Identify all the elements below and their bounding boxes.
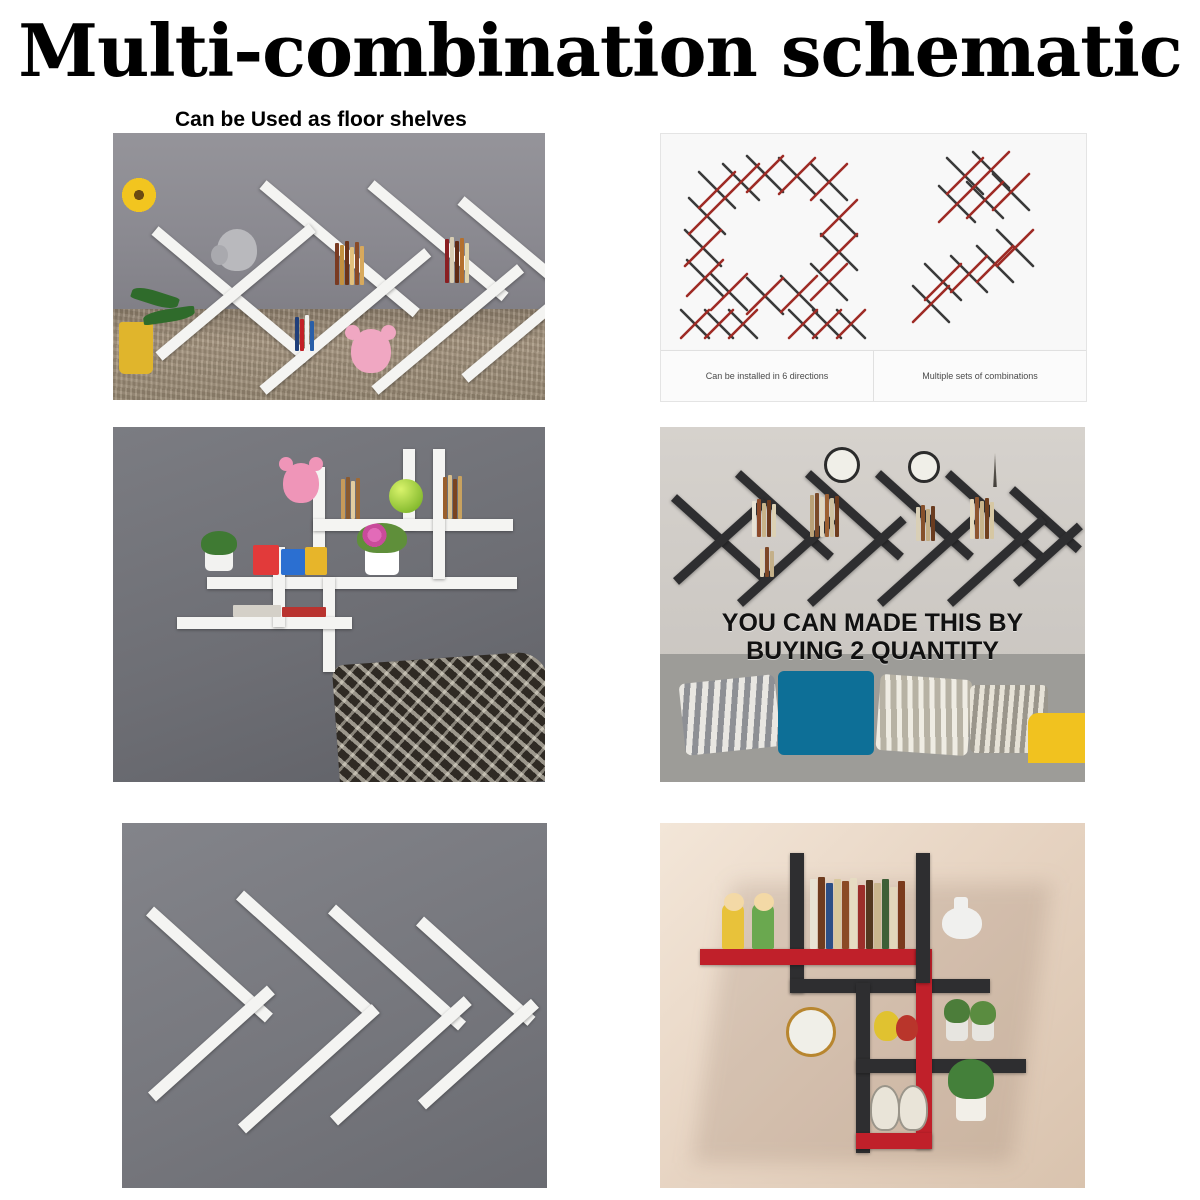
pink-bear-ear xyxy=(309,457,323,471)
pink-bear-ear xyxy=(345,325,360,340)
book-stack xyxy=(760,547,774,577)
diagram-caption-row xyxy=(661,350,1086,401)
diagram-caption-left: Can be installed in 6 directions xyxy=(705,371,829,381)
red-black-shelf-photo xyxy=(660,823,1085,1188)
elephant-plush-ear xyxy=(211,245,228,265)
book-stack xyxy=(341,477,360,519)
shelf-slat xyxy=(916,853,930,983)
book-stack xyxy=(810,493,839,537)
patterned-sofa xyxy=(332,651,545,782)
book-stack xyxy=(970,497,994,539)
book-stack xyxy=(335,241,364,285)
shelf-slat-red xyxy=(700,949,930,965)
plant-leaves xyxy=(944,999,970,1023)
page-subtitle: Can be Used as floor shelves xyxy=(175,108,467,131)
magazine xyxy=(233,603,326,617)
flower-pot xyxy=(119,322,153,374)
leaf-ornament xyxy=(870,1085,900,1131)
white-wall-shelf-photo xyxy=(113,427,545,782)
page-title: Multi-combination schematic xyxy=(18,8,1182,93)
overlay-text xyxy=(660,609,1085,665)
alarm-clock xyxy=(786,1007,836,1057)
flower-bouquet xyxy=(357,523,407,553)
blue-pillow xyxy=(778,671,874,755)
striped-pillow xyxy=(875,674,972,756)
plain-white-lattice-shelf-photo xyxy=(122,823,547,1188)
book-stack xyxy=(752,499,776,537)
book-stack xyxy=(443,475,462,519)
sunflower xyxy=(119,175,159,215)
plant-leaves xyxy=(970,1001,996,1025)
book-stack xyxy=(295,315,314,351)
wall-background xyxy=(122,823,547,1188)
white-vase xyxy=(942,907,982,939)
doll-head xyxy=(724,893,744,911)
green-ball-decor xyxy=(389,479,423,513)
striped-pillow xyxy=(678,674,781,756)
gift-box xyxy=(281,549,305,575)
dark-wall-shelf-photo xyxy=(660,427,1085,782)
book-stack xyxy=(916,505,935,541)
diagram-caption-right: Multiple sets of combinations xyxy=(873,351,1086,401)
book-stack xyxy=(810,877,905,949)
plant-leaves xyxy=(201,531,237,555)
shelf-slat xyxy=(313,519,513,531)
shelf-slat-red xyxy=(856,1133,932,1149)
overlay-text-line1: YOU CAN MADE THIS BY xyxy=(721,609,1024,637)
shelf-slat xyxy=(177,617,352,629)
overlay-text-line2: BUYING 2 QUANTITY xyxy=(746,637,999,665)
shelf-slat xyxy=(207,577,517,589)
desk-clock xyxy=(908,451,940,483)
gift-box xyxy=(305,547,327,575)
installation-diagram-panel xyxy=(660,133,1087,402)
shelf-slat xyxy=(790,979,990,993)
diagram-svg xyxy=(661,134,1086,349)
shelf-slat xyxy=(856,1059,1026,1073)
book-stack xyxy=(445,237,469,283)
vase-lid xyxy=(954,897,968,911)
gift-box xyxy=(253,545,279,575)
diagram-canvas xyxy=(661,134,1086,349)
yellow-throw xyxy=(1028,713,1085,763)
wall-clock xyxy=(824,447,860,483)
carpet xyxy=(113,309,545,400)
plant-leaves xyxy=(948,1059,994,1099)
doll-head xyxy=(754,893,774,911)
fruit-ornament xyxy=(896,1015,918,1041)
pink-bear-ear xyxy=(381,325,396,340)
floor-shelf-photo xyxy=(113,133,545,400)
pink-bear-ear xyxy=(279,457,293,471)
leaf-ornament xyxy=(898,1085,928,1131)
shelf-slat xyxy=(790,853,804,993)
